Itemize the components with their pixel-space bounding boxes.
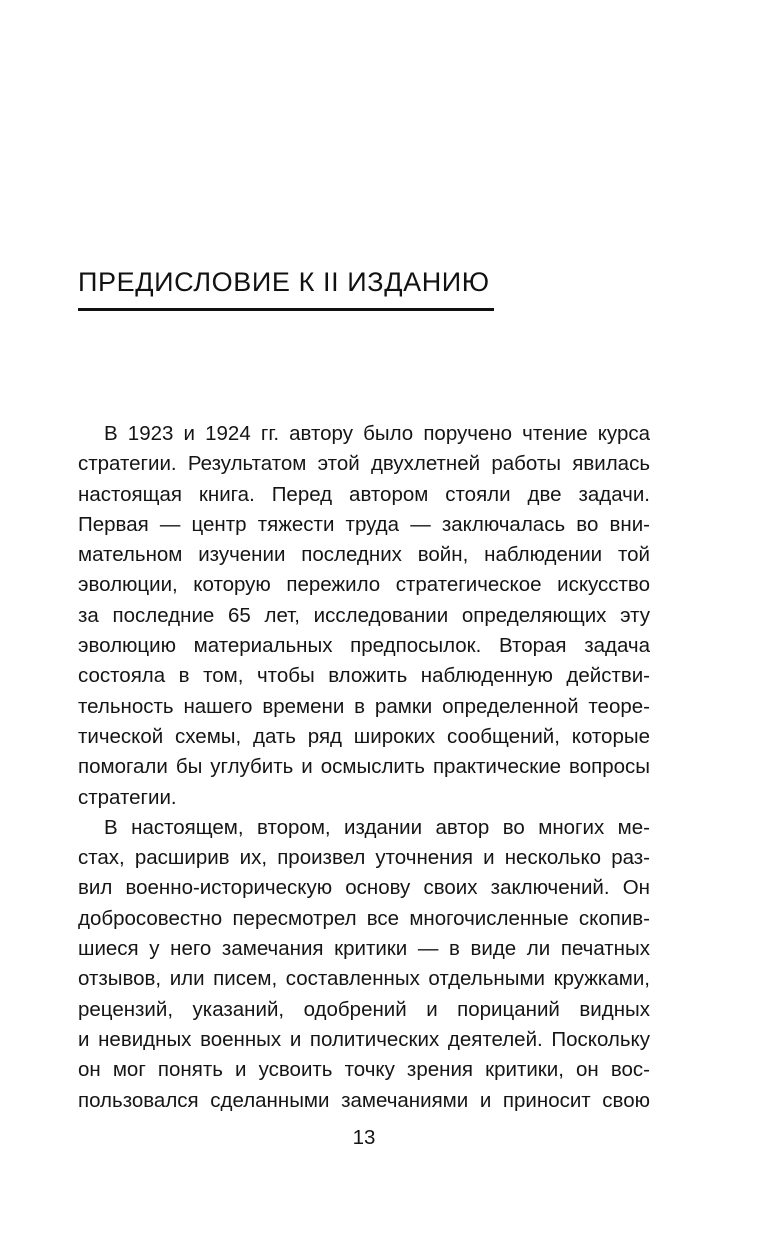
chapter-title: ПРЕДИСЛОВИЕ К II ИЗДАНИЮ <box>78 267 490 297</box>
text-line: эволюции, которую пережило стратегическое искусство <box>78 573 650 597</box>
text-line: отзывов, или писем, составленных отдельными кружками, <box>78 967 650 991</box>
body-text <box>78 419 650 1116</box>
text-line: эволюцию материальных предпосылок. Вторая задача <box>78 634 650 658</box>
text-line: помогали бы углубить и осмыслить практические вопросы <box>78 755 650 779</box>
text-line: шиеся у него замечания критики — в виде ли печатных <box>78 937 650 961</box>
text-line: В настоящем, втором, издании автор во многих ме- <box>104 815 650 839</box>
text-line: за последние 65 лет, исследовании определяющих эту <box>78 603 650 627</box>
text-line: тической схемы, дать ряд широких сообщений, которые <box>78 724 650 748</box>
text-line: стах, расширив их, произвел уточнения и несколько раз- <box>78 846 650 870</box>
paragraph-1 <box>78 419 650 813</box>
text-line: настоящая книга. Перед автором стояли две задачи. <box>78 482 650 506</box>
text-line: добросовестно пересмотрел все многочисленные скопив- <box>78 906 650 930</box>
text-line: стратегии. <box>78 785 177 809</box>
text-line: мательном изучении последних войн, наблюдении той <box>78 543 650 567</box>
text-line: и невидных военных и политических деятелей. Поскольку <box>78 1027 650 1051</box>
text-line: состояла в том, чтобы вложить наблюденную действи- <box>78 664 650 688</box>
text-line: вил военно-историческую основу своих заключений. Он <box>78 876 650 900</box>
text-line: пользовался сделанными замечаниями и приносит свою <box>78 1088 650 1112</box>
text-line: он мог понять и усвоить точку зрения критики, он вос- <box>78 1058 650 1082</box>
paragraph-2 <box>78 813 650 1116</box>
text-line: В 1923 и 1924 гг. автору было поручено чтение курса <box>104 422 650 445</box>
text-line: стратегии. Результатом этой двухлетней работы явилась <box>78 452 650 476</box>
text-line: тельность нашего времени в рамки определенной теоре- <box>78 694 650 718</box>
text-line: Первая — центр тяжести труда — заключалась во вни- <box>78 512 650 536</box>
page-number: 13 <box>352 1126 376 1149</box>
text-line: рецензий, указаний, одобрений и порицаний видных <box>78 997 650 1021</box>
title-underline <box>78 308 494 311</box>
